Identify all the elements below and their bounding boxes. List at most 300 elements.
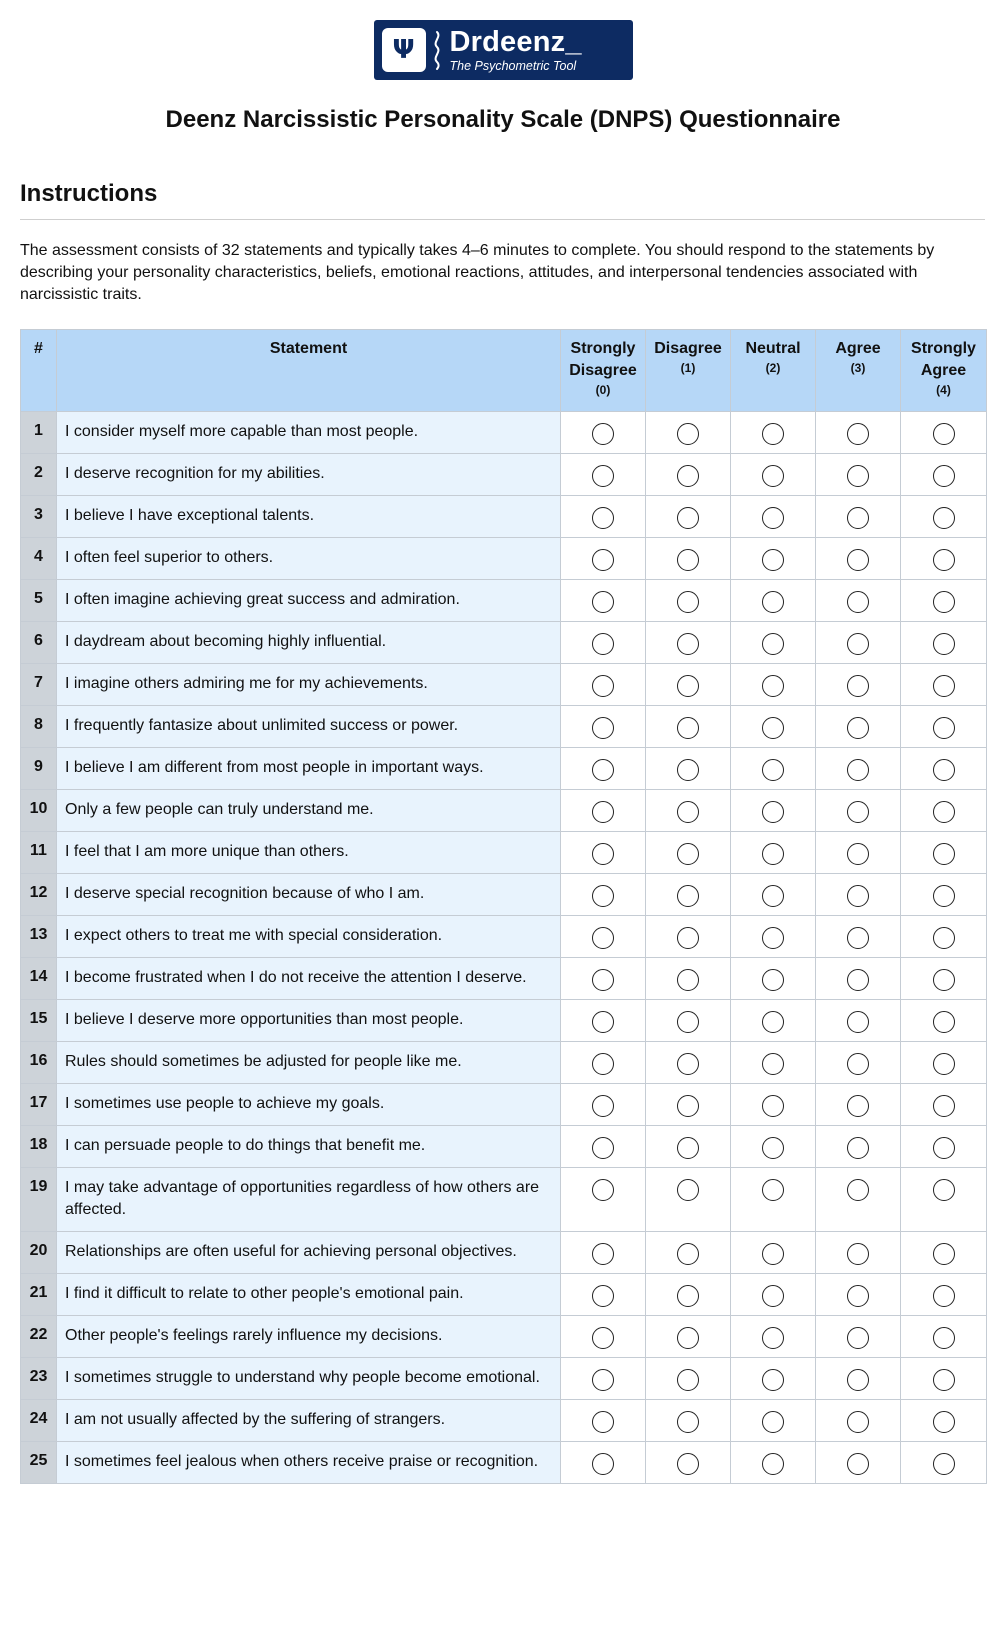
answer-cell	[731, 538, 816, 580]
question-row	[21, 1316, 987, 1358]
logo-container	[0, 20, 1006, 80]
answer-radio[interactable]	[847, 1137, 869, 1159]
answer-cell	[646, 1126, 731, 1168]
answer-radio[interactable]	[592, 1011, 614, 1033]
answer-cell	[731, 1084, 816, 1126]
answer-radio[interactable]	[847, 1285, 869, 1307]
answer-radio[interactable]	[762, 465, 784, 487]
answer-radio[interactable]	[933, 759, 955, 781]
answer-radio[interactable]	[592, 1243, 614, 1265]
answer-cell	[646, 538, 731, 580]
answer-cell	[816, 1442, 901, 1484]
answer-radio[interactable]	[933, 1137, 955, 1159]
answer-cell	[731, 916, 816, 958]
answer-radio[interactable]	[677, 801, 699, 823]
question-row	[21, 1442, 987, 1484]
question-number: 17	[21, 1084, 57, 1126]
answer-cell	[561, 790, 646, 832]
option-label: Neutral	[745, 340, 801, 357]
answer-radio[interactable]	[847, 759, 869, 781]
answer-radio[interactable]	[933, 507, 955, 529]
header-option	[731, 330, 816, 412]
answer-cell	[646, 874, 731, 916]
answer-radio[interactable]	[933, 885, 955, 907]
question-number: 19	[21, 1168, 57, 1232]
answer-cell	[646, 454, 731, 496]
answer-radio[interactable]	[762, 717, 784, 739]
answer-radio[interactable]	[677, 549, 699, 571]
question-row	[21, 958, 987, 1000]
answer-radio[interactable]	[762, 801, 784, 823]
answer-cell	[561, 916, 646, 958]
answer-radio[interactable]	[592, 465, 614, 487]
answer-radio[interactable]	[762, 843, 784, 865]
answer-radio[interactable]	[677, 1327, 699, 1349]
question-statement: I deserve recognition for my abilities.	[57, 454, 561, 496]
answer-cell	[646, 1316, 731, 1358]
answer-radio[interactable]	[677, 633, 699, 655]
answer-cell	[901, 1274, 987, 1316]
answer-radio[interactable]	[933, 1053, 955, 1075]
answer-radio[interactable]	[592, 591, 614, 613]
answer-cell	[816, 496, 901, 538]
answer-radio[interactable]	[847, 843, 869, 865]
answer-radio[interactable]	[847, 1411, 869, 1433]
answer-cell	[816, 664, 901, 706]
answer-radio[interactable]	[762, 1179, 784, 1201]
question-row	[21, 1084, 987, 1126]
answer-cell	[561, 1000, 646, 1042]
answer-radio[interactable]	[762, 591, 784, 613]
question-statement: I imagine others admiring me for my achievements.	[57, 664, 561, 706]
answer-radio[interactable]	[592, 969, 614, 991]
answer-radio[interactable]	[677, 927, 699, 949]
question-statement: I sometimes use people to achieve my goals.	[57, 1084, 561, 1126]
answer-cell	[816, 1316, 901, 1358]
question-number: 13	[21, 916, 57, 958]
table-header-row	[21, 330, 987, 412]
answer-cell	[816, 1000, 901, 1042]
answer-radio[interactable]	[592, 1453, 614, 1475]
answer-radio[interactable]	[762, 1243, 784, 1265]
answer-radio[interactable]	[847, 591, 869, 613]
question-statement: I often imagine achieving great success and admiration.	[57, 580, 561, 622]
answer-cell	[816, 1358, 901, 1400]
answer-cell	[901, 1232, 987, 1274]
answer-cell	[731, 958, 816, 1000]
question-row	[21, 790, 987, 832]
answer-radio[interactable]	[847, 1095, 869, 1117]
answer-cell	[646, 1084, 731, 1126]
answer-radio[interactable]	[847, 1243, 869, 1265]
answer-radio[interactable]	[677, 1453, 699, 1475]
answer-cell	[731, 454, 816, 496]
answer-cell	[561, 1358, 646, 1400]
answer-cell	[901, 664, 987, 706]
answer-cell	[901, 832, 987, 874]
answer-radio[interactable]	[762, 969, 784, 991]
answer-radio[interactable]	[933, 423, 955, 445]
answer-cell	[816, 1126, 901, 1168]
answer-radio[interactable]	[592, 1137, 614, 1159]
answer-cell	[561, 874, 646, 916]
answer-radio[interactable]	[677, 759, 699, 781]
answer-radio[interactable]	[933, 801, 955, 823]
question-statement: I believe I deserve more opportunities than most people.	[57, 1000, 561, 1042]
header-number: #	[21, 330, 57, 412]
answer-cell	[731, 580, 816, 622]
answer-cell	[816, 748, 901, 790]
answer-radio[interactable]	[592, 507, 614, 529]
answer-radio[interactable]	[677, 1369, 699, 1391]
question-number: 14	[21, 958, 57, 1000]
answer-radio[interactable]	[762, 423, 784, 445]
answer-cell	[901, 496, 987, 538]
question-number: 22	[21, 1316, 57, 1358]
question-row	[21, 916, 987, 958]
answer-cell	[731, 664, 816, 706]
answer-cell	[561, 1126, 646, 1168]
answer-cell	[646, 790, 731, 832]
question-row	[21, 748, 987, 790]
answer-cell	[901, 1400, 987, 1442]
answer-radio[interactable]	[762, 1011, 784, 1033]
question-row	[21, 664, 987, 706]
answer-cell	[561, 706, 646, 748]
question-number: 8	[21, 706, 57, 748]
answer-radio[interactable]	[762, 1137, 784, 1159]
question-number: 20	[21, 1232, 57, 1274]
answer-cell	[561, 1442, 646, 1484]
answer-radio[interactable]	[847, 927, 869, 949]
answer-radio[interactable]	[762, 633, 784, 655]
question-row	[21, 580, 987, 622]
answer-radio[interactable]	[592, 1179, 614, 1201]
option-label: Agree	[835, 340, 881, 357]
answer-radio[interactable]	[762, 1053, 784, 1075]
answer-radio[interactable]	[933, 1327, 955, 1349]
answer-cell	[646, 664, 731, 706]
answer-cell	[901, 1042, 987, 1084]
answer-cell	[731, 1274, 816, 1316]
answer-radio[interactable]	[677, 507, 699, 529]
question-row	[21, 1168, 987, 1232]
answer-cell	[561, 454, 646, 496]
answer-cell	[561, 580, 646, 622]
answer-radio[interactable]	[592, 1369, 614, 1391]
question-statement: I sometimes feel jealous when others receive praise or recognition.	[57, 1442, 561, 1484]
question-statement: Relationships are often useful for achieving personal objectives.	[57, 1232, 561, 1274]
answer-cell	[561, 748, 646, 790]
question-row	[21, 496, 987, 538]
answer-radio[interactable]	[762, 1285, 784, 1307]
answer-radio[interactable]	[933, 1095, 955, 1117]
answer-cell	[901, 1126, 987, 1168]
header-option	[901, 330, 987, 412]
answer-radio[interactable]	[677, 1011, 699, 1033]
answer-radio[interactable]	[762, 1095, 784, 1117]
answer-radio[interactable]	[677, 1411, 699, 1433]
answer-radio[interactable]	[762, 1411, 784, 1433]
answer-radio[interactable]	[592, 423, 614, 445]
answer-radio[interactable]	[847, 507, 869, 529]
answer-radio[interactable]	[847, 675, 869, 697]
answer-radio[interactable]	[847, 549, 869, 571]
answer-cell	[816, 1168, 901, 1232]
answer-radio[interactable]	[847, 1453, 869, 1475]
answer-radio[interactable]	[677, 465, 699, 487]
answer-cell	[561, 412, 646, 454]
answer-radio[interactable]	[592, 1053, 614, 1075]
answer-radio[interactable]	[847, 423, 869, 445]
answer-cell	[816, 622, 901, 664]
question-statement: I often feel superior to others.	[57, 538, 561, 580]
brand-logo	[374, 20, 633, 80]
answer-cell	[816, 538, 901, 580]
answer-cell	[901, 790, 987, 832]
answer-cell	[561, 496, 646, 538]
question-number: 4	[21, 538, 57, 580]
answer-cell	[816, 412, 901, 454]
question-row	[21, 706, 987, 748]
question-number: 1	[21, 412, 57, 454]
question-number: 15	[21, 1000, 57, 1042]
answer-radio[interactable]	[933, 1453, 955, 1475]
answer-radio[interactable]	[933, 1243, 955, 1265]
answer-radio[interactable]	[677, 591, 699, 613]
answer-cell	[901, 1168, 987, 1232]
answer-cell	[646, 1274, 731, 1316]
answer-radio[interactable]	[592, 885, 614, 907]
answer-radio[interactable]	[592, 801, 614, 823]
answer-radio[interactable]	[933, 843, 955, 865]
question-row	[21, 1232, 987, 1274]
question-statement: I frequently fantasize about unlimited success or power.	[57, 706, 561, 748]
answer-radio[interactable]	[677, 423, 699, 445]
answer-radio[interactable]	[762, 1369, 784, 1391]
answer-radio[interactable]	[847, 801, 869, 823]
answer-radio[interactable]	[677, 1285, 699, 1307]
answer-cell	[731, 1316, 816, 1358]
answer-cell	[816, 790, 901, 832]
answer-radio[interactable]	[677, 1243, 699, 1265]
question-number: 6	[21, 622, 57, 664]
answer-radio[interactable]	[762, 675, 784, 697]
answer-radio[interactable]	[592, 1285, 614, 1307]
answer-cell	[646, 1042, 731, 1084]
answer-radio[interactable]	[933, 465, 955, 487]
question-statement: Rules should sometimes be adjusted for people like me.	[57, 1042, 561, 1084]
question-statement: I expect others to treat me with special consideration.	[57, 916, 561, 958]
question-row	[21, 622, 987, 664]
answer-cell	[816, 916, 901, 958]
header-option	[816, 330, 901, 412]
answer-radio[interactable]	[762, 759, 784, 781]
answer-radio[interactable]	[677, 969, 699, 991]
answer-radio[interactable]	[847, 1369, 869, 1391]
answer-radio[interactable]	[592, 843, 614, 865]
answer-radio[interactable]	[847, 1327, 869, 1349]
answer-radio[interactable]	[933, 549, 955, 571]
answer-cell	[646, 832, 731, 874]
question-statement: I can persuade people to do things that benefit me.	[57, 1126, 561, 1168]
answer-cell	[561, 1232, 646, 1274]
answer-cell	[731, 1358, 816, 1400]
answer-cell	[561, 832, 646, 874]
question-row	[21, 832, 987, 874]
answer-radio[interactable]	[933, 717, 955, 739]
answer-cell	[646, 1168, 731, 1232]
answer-cell	[646, 412, 731, 454]
answer-radio[interactable]	[933, 591, 955, 613]
question-row	[21, 1358, 987, 1400]
question-row	[21, 412, 987, 454]
answer-cell	[646, 1000, 731, 1042]
answer-radio[interactable]	[677, 885, 699, 907]
answer-cell	[816, 1232, 901, 1274]
answer-radio[interactable]	[592, 717, 614, 739]
answer-radio[interactable]	[592, 633, 614, 655]
answer-cell	[646, 622, 731, 664]
question-number: 7	[21, 664, 57, 706]
answer-radio[interactable]	[762, 1453, 784, 1475]
question-statement: I believe I am different from most people in important ways.	[57, 748, 561, 790]
answer-radio[interactable]	[677, 1179, 699, 1201]
answer-cell	[816, 832, 901, 874]
answer-cell	[816, 874, 901, 916]
question-statement: I daydream about becoming highly influential.	[57, 622, 561, 664]
answer-cell	[731, 1442, 816, 1484]
answer-radio[interactable]	[762, 885, 784, 907]
questionnaire-table	[20, 329, 987, 1484]
answer-cell	[901, 454, 987, 496]
answer-radio[interactable]	[677, 675, 699, 697]
answer-radio[interactable]	[847, 633, 869, 655]
answer-radio[interactable]	[592, 927, 614, 949]
answer-radio[interactable]	[933, 633, 955, 655]
answer-radio[interactable]	[933, 1411, 955, 1433]
brand-name: Drdeenz_	[449, 25, 582, 58]
answer-cell	[901, 1358, 987, 1400]
answer-radio[interactable]	[933, 969, 955, 991]
answer-cell	[816, 1274, 901, 1316]
answer-radio[interactable]	[847, 885, 869, 907]
question-row	[21, 1400, 987, 1442]
answer-radio[interactable]	[847, 1011, 869, 1033]
answer-radio[interactable]	[933, 675, 955, 697]
answer-radio[interactable]	[677, 1053, 699, 1075]
question-number: 11	[21, 832, 57, 874]
answer-cell	[901, 748, 987, 790]
answer-cell	[646, 916, 731, 958]
instructions-heading: Instructions	[20, 180, 158, 207]
answer-cell	[731, 1400, 816, 1442]
answer-radio[interactable]	[933, 1285, 955, 1307]
answer-radio[interactable]	[762, 549, 784, 571]
answer-radio[interactable]	[933, 1179, 955, 1201]
answer-radio[interactable]	[762, 507, 784, 529]
option-label: Strongly Disagree	[569, 340, 637, 379]
answer-radio[interactable]	[592, 1095, 614, 1117]
question-number: 23	[21, 1358, 57, 1400]
answer-radio[interactable]	[847, 717, 869, 739]
answer-cell	[816, 1084, 901, 1126]
question-row	[21, 454, 987, 496]
question-row	[21, 1042, 987, 1084]
question-statement: I sometimes struggle to understand why people become emotional.	[57, 1358, 561, 1400]
answer-radio[interactable]	[677, 843, 699, 865]
question-number: 5	[21, 580, 57, 622]
answer-cell	[901, 538, 987, 580]
answer-cell	[731, 790, 816, 832]
answer-radio[interactable]	[592, 1327, 614, 1349]
answer-radio[interactable]	[677, 1095, 699, 1117]
answer-cell	[901, 1442, 987, 1484]
answer-cell	[731, 1042, 816, 1084]
option-value: (4)	[936, 383, 951, 397]
answer-radio[interactable]	[592, 1411, 614, 1433]
option-value: (0)	[595, 383, 611, 397]
question-row	[21, 1126, 987, 1168]
question-row	[21, 1274, 987, 1316]
answer-cell	[561, 1316, 646, 1358]
answer-radio[interactable]	[847, 465, 869, 487]
answer-radio[interactable]	[762, 927, 784, 949]
section-divider	[20, 219, 985, 220]
answer-radio[interactable]	[592, 675, 614, 697]
answer-cell	[646, 1232, 731, 1274]
answer-radio[interactable]	[847, 1053, 869, 1075]
answer-radio[interactable]	[933, 1369, 955, 1391]
answer-radio[interactable]	[933, 1011, 955, 1033]
answer-cell	[731, 832, 816, 874]
answer-cell	[901, 916, 987, 958]
option-value: (2)	[765, 361, 781, 375]
answer-cell	[646, 1442, 731, 1484]
question-statement: I believe I have exceptional talents.	[57, 496, 561, 538]
option-label: Disagree	[654, 340, 722, 357]
header-option	[646, 330, 731, 412]
page-title: Deenz Narcissistic Personality Scale (DNPS) Questionnaire	[165, 106, 841, 133]
answer-cell	[731, 412, 816, 454]
answer-radio[interactable]	[762, 1327, 784, 1349]
answer-cell	[561, 1084, 646, 1126]
answer-cell	[561, 1042, 646, 1084]
answer-cell	[816, 706, 901, 748]
answer-cell	[731, 748, 816, 790]
answer-cell	[646, 496, 731, 538]
answer-cell	[731, 874, 816, 916]
answer-radio[interactable]	[592, 549, 614, 571]
answer-cell	[561, 538, 646, 580]
option-value: (1)	[680, 361, 696, 375]
answer-cell	[901, 580, 987, 622]
question-statement: I become frustrated when I do not receive the attention I deserve.	[57, 958, 561, 1000]
answer-radio[interactable]	[847, 1179, 869, 1201]
answer-radio[interactable]	[677, 717, 699, 739]
answer-radio[interactable]	[933, 927, 955, 949]
answer-cell	[901, 622, 987, 664]
answer-cell	[731, 496, 816, 538]
answer-radio[interactable]	[847, 969, 869, 991]
question-statement: I consider myself more capable than most people.	[57, 412, 561, 454]
question-statement: I may take advantage of opportunities regardless of how others are affected.	[57, 1168, 561, 1232]
answer-cell	[731, 622, 816, 664]
answer-cell	[646, 580, 731, 622]
answer-radio[interactable]	[592, 759, 614, 781]
answer-cell	[561, 1400, 646, 1442]
answer-radio[interactable]	[677, 1137, 699, 1159]
